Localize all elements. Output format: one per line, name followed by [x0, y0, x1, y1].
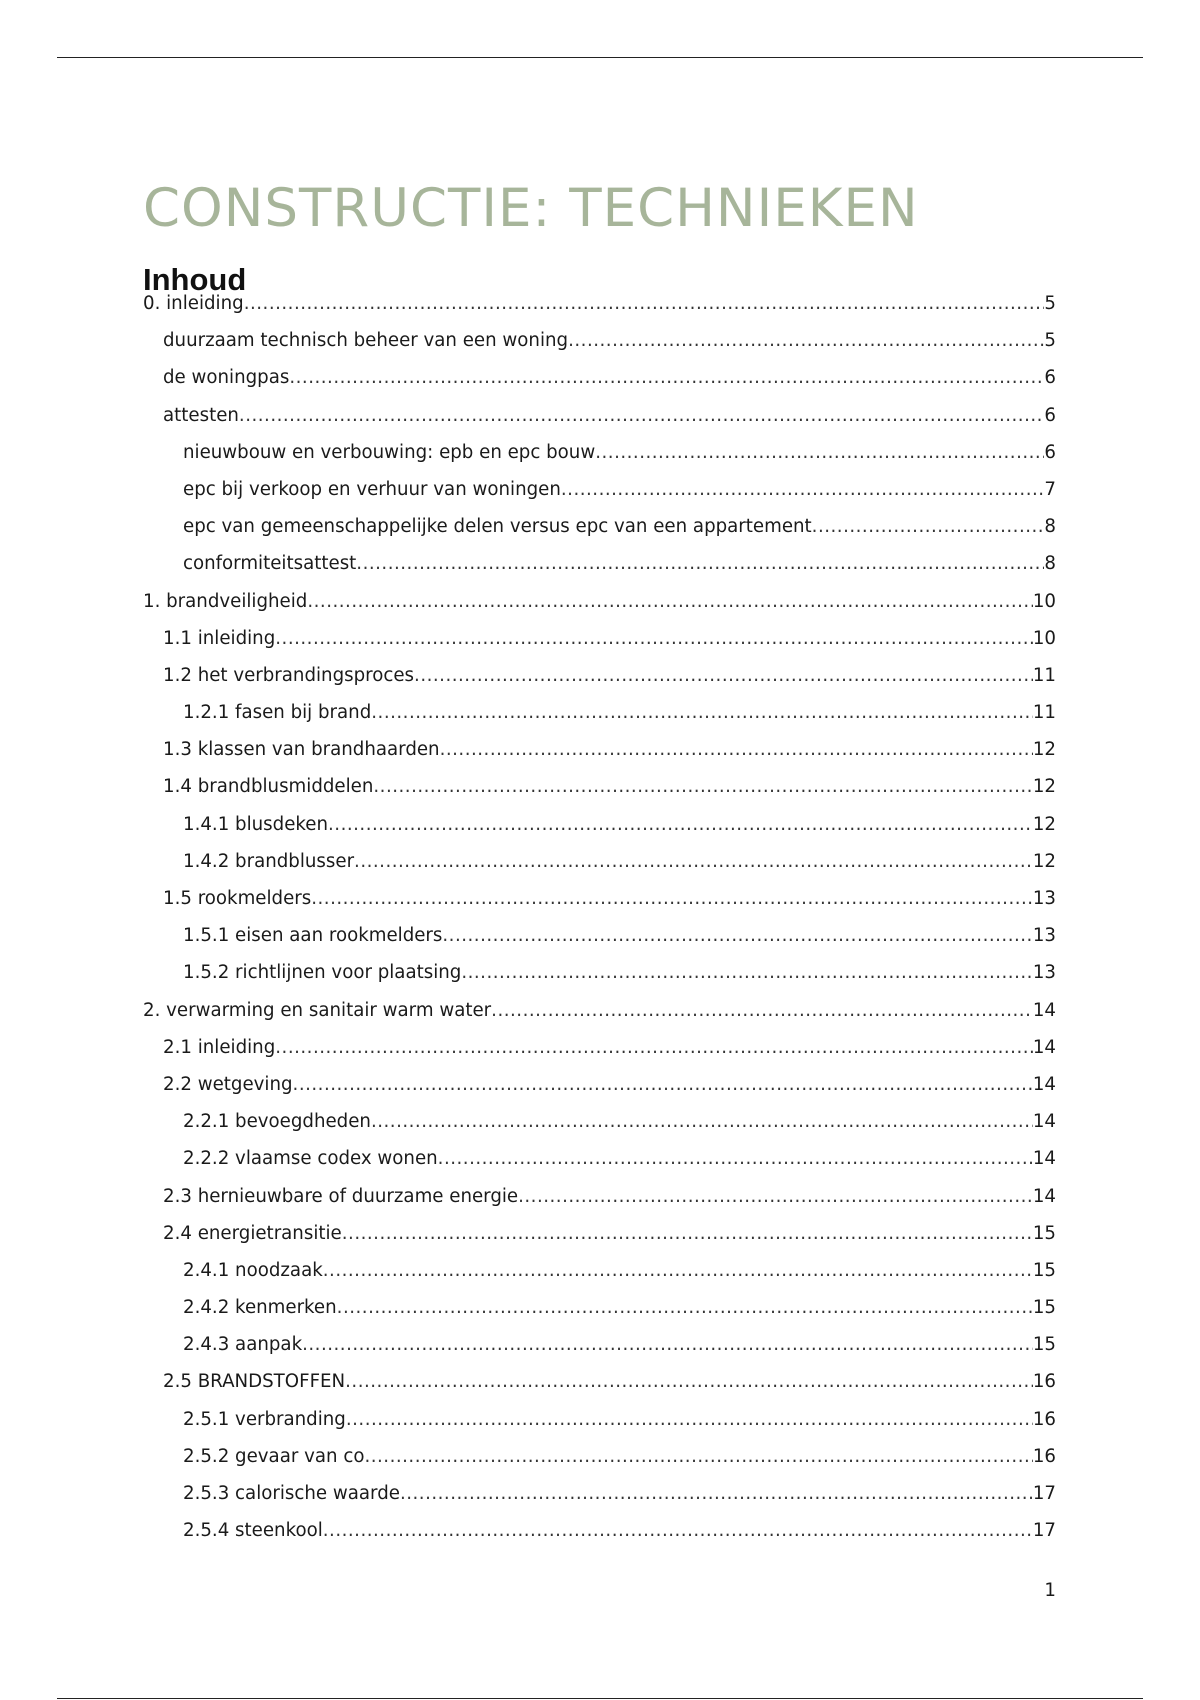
toc-entry-page: 15 [1032, 1334, 1056, 1356]
toc-entry-label: 1.4 brandblusmiddelen [163, 776, 374, 798]
toc-dot-leader [337, 1294, 1033, 1322]
toc-entry-page: 14 [1032, 1185, 1056, 1207]
footer-rule [57, 1698, 1143, 1699]
toc-entry-page: 5 [1044, 330, 1056, 352]
toc-entry[interactable] [143, 662, 1056, 699]
toc-entry-label: 2.5 BRANDSTOFFEN [163, 1371, 346, 1393]
toc-entry-page: 17 [1032, 1483, 1056, 1504]
toc-entry-page: 15 [1032, 1259, 1056, 1281]
toc-entry-page: 14 [1032, 1036, 1056, 1058]
toc-entry[interactable] [143, 439, 1056, 476]
toc-entry[interactable] [143, 1034, 1056, 1071]
toc-entry-page: 11 [1032, 702, 1056, 724]
toc-entry-label: epc van gemeenschappelijke delen versus epc van een appartement [183, 516, 812, 538]
toc-entry-page: 13 [1032, 962, 1056, 984]
toc-entry[interactable] [143, 773, 1056, 810]
toc-entry[interactable] [143, 625, 1056, 662]
toc-dot-leader [239, 402, 1045, 430]
toc-entry-page: 5 [1044, 293, 1056, 314]
toc-heading: Inhoud [143, 261, 247, 297]
toc-dot-leader [461, 959, 1033, 987]
toc-entry-page: 14 [1032, 1073, 1056, 1095]
toc-dot-leader [354, 848, 1033, 876]
toc-entry-page: 6 [1044, 441, 1056, 463]
toc-dot-leader [373, 773, 1032, 801]
toc-entry-page: 12 [1032, 739, 1056, 761]
toc-entry[interactable] [143, 1220, 1056, 1257]
toc-dot-leader [491, 997, 1033, 1025]
toc-entry-page: 12 [1032, 776, 1056, 798]
toc-entry-page: 6 [1044, 404, 1056, 426]
toc-entry-label: 2.5.3 calorische waarde [183, 1483, 400, 1504]
toc-entry-label: 1.2.1 fasen bij brand [183, 702, 372, 724]
toc-entry-page: 13 [1032, 925, 1056, 947]
toc-dot-leader [302, 1331, 1033, 1359]
toc-entry[interactable] [143, 1368, 1056, 1405]
page-number: 1 [1044, 1580, 1056, 1601]
toc-entry-page: 14 [1032, 1111, 1056, 1133]
toc-entry[interactable] [143, 1331, 1056, 1368]
toc-entry-page: 15 [1032, 1297, 1056, 1319]
toc-entry-label: 2.4.1 noodzaak [183, 1259, 323, 1281]
toc-dot-leader [289, 364, 1044, 392]
toc-entry-page: 12 [1032, 850, 1056, 872]
toc-entry-page: 14 [1032, 999, 1056, 1021]
toc-entry[interactable] [143, 513, 1056, 550]
toc-entry-page: 8 [1044, 553, 1056, 575]
toc-dot-leader [812, 513, 1045, 541]
toc-entry-page: 16 [1032, 1371, 1056, 1393]
toc-entry-label: 1.4.2 brandblusser [183, 850, 355, 872]
toc-entry[interactable] [143, 550, 1056, 587]
toc-dot-leader [561, 476, 1045, 504]
toc-entry-label: de woningpas [163, 367, 290, 389]
toc-dot-leader [307, 588, 1032, 616]
header-rule [57, 57, 1143, 58]
toc-entry-label: 2.5.4 steenkool [183, 1520, 323, 1542]
toc-dot-leader [371, 1108, 1033, 1136]
toc-dot-leader [518, 1183, 1033, 1211]
toc-entry-page: 16 [1032, 1408, 1056, 1430]
toc-entry[interactable] [143, 1071, 1056, 1108]
toc-dot-leader [400, 1480, 1033, 1508]
toc-entry-label: duurzaam technisch beheer van een woning [163, 330, 569, 352]
toc-entry-label: 2.2.1 bevoegdheden [183, 1111, 371, 1133]
toc-dot-leader [275, 1034, 1033, 1062]
toc-dot-leader [371, 699, 1033, 727]
toc-entry[interactable] [143, 364, 1056, 401]
toc-entry-label: 2. verwarming en sanitair warm water [143, 999, 492, 1021]
toc-entry-page: 15 [1032, 1222, 1056, 1244]
toc-entry[interactable] [143, 1257, 1056, 1294]
toc-entry[interactable] [143, 1108, 1056, 1145]
toc-dot-leader [595, 439, 1044, 467]
toc-dot-leader [414, 662, 1033, 690]
toc-entry-label: 2.4.3 aanpak [183, 1334, 303, 1356]
toc-entry-page: 13 [1032, 888, 1056, 909]
toc-entry[interactable] [143, 402, 1056, 439]
toc-dot-leader [438, 1145, 1033, 1173]
toc-dot-leader [345, 1368, 1033, 1396]
toc-dot-leader [346, 1406, 1033, 1434]
toc-dot-leader [364, 1443, 1032, 1471]
toc-dot-leader [323, 1257, 1033, 1285]
toc-entry[interactable] [143, 922, 1056, 959]
toc-entry-label: 1.3 klassen van brandhaarden [163, 739, 440, 761]
toc-entry-page: 6 [1044, 367, 1056, 389]
toc-entry[interactable] [143, 848, 1056, 885]
toc-entry-page: 12 [1032, 813, 1056, 835]
table-of-contents [143, 290, 1056, 1554]
toc-entry-label: 1.1 inleiding [163, 627, 276, 649]
toc-entry-label: 0. inleiding [143, 293, 244, 314]
toc-entry[interactable] [143, 327, 1056, 364]
toc-entry-label: 1.4.1 blusdeken [183, 813, 328, 835]
toc-entry-label: 2.3 hernieuwbare of duurzame energie [163, 1185, 519, 1207]
document-title: CONSTRUCTIE: TECHNIEKEN [143, 177, 919, 239]
toc-entry[interactable] [143, 1145, 1056, 1182]
toc-dot-leader [440, 736, 1033, 764]
toc-entry[interactable] [143, 588, 1056, 625]
toc-entry[interactable] [143, 811, 1056, 848]
toc-entry[interactable] [143, 885, 1056, 922]
toc-dot-leader [568, 327, 1044, 355]
toc-dot-leader [293, 1071, 1033, 1099]
toc-entry[interactable] [143, 1183, 1056, 1220]
toc-entry-label: nieuwbouw en verbouwing: epb en epc bouw [183, 441, 596, 463]
toc-entry-label: 1. brandveiligheid [143, 590, 308, 612]
toc-entry-label: 1.2 het verbrandingsproces [163, 664, 415, 686]
toc-entry-label: attesten [163, 404, 239, 426]
toc-entry[interactable] [143, 997, 1056, 1034]
toc-entry-page: 14 [1032, 1148, 1056, 1170]
toc-dot-leader [323, 1517, 1033, 1545]
toc-entry-label: 2.4 energietransitie [163, 1222, 342, 1244]
toc-entry[interactable] [143, 1480, 1056, 1517]
toc-entry[interactable] [143, 476, 1056, 513]
toc-entry-label: 1.5.2 richtlijnen voor plaatsing [183, 962, 462, 984]
toc-entry[interactable] [143, 1443, 1056, 1480]
toc-entry-label: 2.5.1 verbranding [183, 1408, 346, 1430]
toc-entry[interactable] [143, 1294, 1056, 1331]
toc-entry-page: 8 [1044, 516, 1056, 538]
toc-entry-page: 17 [1032, 1520, 1056, 1542]
toc-entry-page: 16 [1032, 1445, 1056, 1467]
toc-entry-label: 2.2.2 vlaamse codex wonen [183, 1148, 438, 1170]
toc-entry-label: 2.1 inleiding [163, 1036, 276, 1058]
toc-entry-page: 11 [1032, 664, 1056, 686]
toc-dot-leader [356, 550, 1044, 578]
toc-dot-leader [328, 811, 1033, 839]
toc-entry[interactable] [143, 1406, 1056, 1443]
toc-dot-leader [275, 625, 1033, 653]
toc-entry-label: 1.5 rookmelders [163, 888, 312, 909]
toc-entry-label: conformiteitsattest [183, 553, 357, 575]
toc-entry-label: 2.5.2 gevaar van co [183, 1445, 365, 1467]
toc-entry[interactable] [143, 959, 1056, 996]
toc-entry-page: 10 [1032, 590, 1056, 612]
toc-entry-page: 10 [1032, 627, 1056, 649]
toc-entry[interactable] [143, 1517, 1056, 1554]
toc-entry-label: epc bij verkoop en verhuur van woningen [183, 478, 561, 500]
toc-entry[interactable] [143, 290, 1056, 327]
toc-dot-leader [342, 1220, 1033, 1248]
toc-entry[interactable] [143, 736, 1056, 773]
toc-entry-label: 2.2 wetgeving [163, 1073, 293, 1095]
toc-dot-leader [311, 885, 1033, 913]
toc-entry-page: 7 [1044, 478, 1056, 500]
toc-entry[interactable] [143, 699, 1056, 736]
toc-dot-leader [244, 290, 1045, 318]
toc-entry-label: 2.4.2 kenmerken [183, 1297, 337, 1319]
toc-entry-label: 1.5.1 eisen aan rookmelders [183, 925, 443, 947]
toc-dot-leader [442, 922, 1032, 950]
